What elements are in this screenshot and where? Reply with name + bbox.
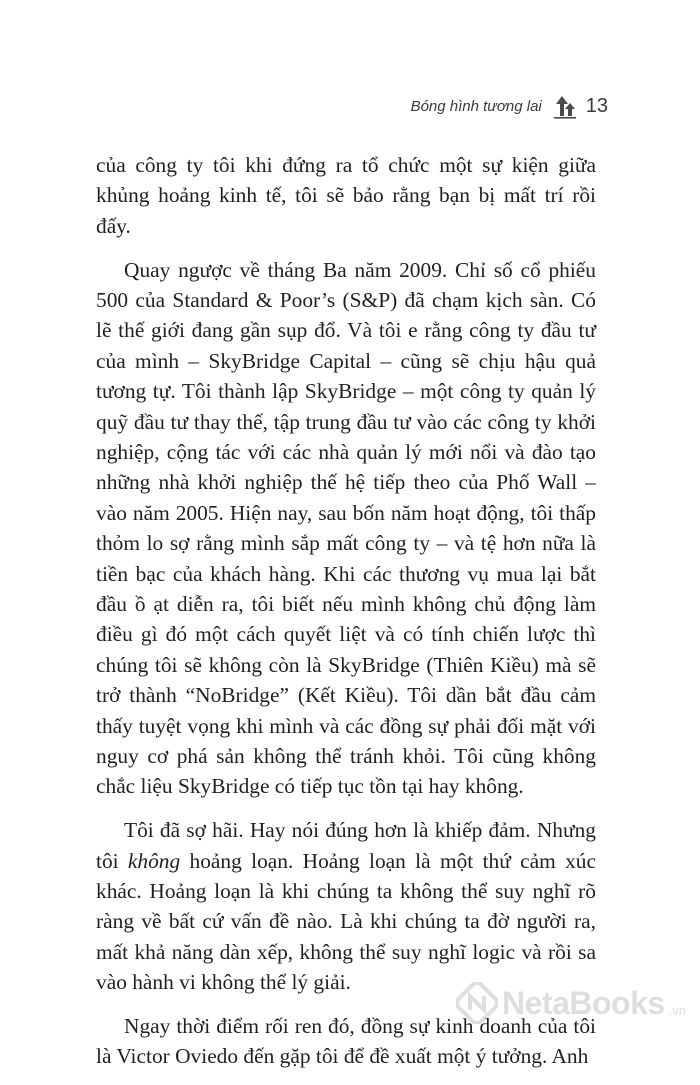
watermark xyxy=(456,982,686,1024)
paragraph-3-emphasis: không xyxy=(127,848,181,873)
paragraph-2-text: Quay ngược về tháng Ba năm 2009. Chỉ số cổ phiếu 500 của Standard & Poor’s (S&P) đã chạm kịch sàn. Có lẽ thế giới đang gần sụp đổ. Và tôi e rằng công ty đầu tư của mình – SkyBridge Capital – cũng sẽ chịu hậu quả tương tự. Tôi thành lập SkyBridge – một công ty quản lý quỹ đầu tư thay thế, tập trung đầu tư vào các công ty khởi nghiệp, cộng tác với các nhà quản lý mới nổi và đào tạo những nhà khởi nghiệp thế hệ tiếp theo của Phố Wall – vào năm 2005. Hiện nay, sau bốn năm hoạt động, tôi thấp thỏm lo sợ rằng mình sắp mất công ty – và tệ hơn nữa là tiền bạc của khách hàng. Khi các thương vụ mua lại bắt đầu ồ ạt diễn ra, tôi biết nếu mình không chủ động làm điều gì đó một cách quyết liệt và có tính chiến lược thì chúng tôi sẽ không còn là SkyBridge (Thiên Kiều) mà sẽ trở thành “NoBridge” (Kết Kiều). Tôi dần bắt đầu cảm thấy tuyệt vọng khi mình và các đồng sự phải đối mặt với nguy cơ phá sản không thể tránh khỏi. Tôi cũng không chắc liệu SkyBridge có tiếp tục tồn tại hay không. xyxy=(96,257,596,799)
paragraph-4-text: Ngay thời điểm rối ren đó, đồng sự kinh doanh của tôi là Victor Oviedo đến gặp tôi để đề xuất một ý tưởng. Anh xyxy=(96,1013,596,1069)
paragraph-1-text: của công ty tôi khi đứng ra tổ chức một sự kiện giữa khủng hoảng kinh tế, tôi sẽ bảo rằng bạn bị mất trí rồi đấy. xyxy=(96,153,596,238)
paragraph-3-text-b: hoảng loạn. Hoảng loạn là một thứ cảm xúc khác. Hoảng loạn là khi chúng ta không thể suy nghĩ rõ ràng về bất cứ vấn đề nào. Là khi chúng ta đờ người ra, mất khả năng dàn xếp, không thể suy nghĩ logic và rồi sa vào hành vi không thể lý giải. xyxy=(96,848,596,995)
watermark-suffix: .vn xyxy=(668,1003,686,1018)
page-number: 13 xyxy=(585,94,608,117)
watermark-text: NetaBooks xyxy=(502,984,665,1021)
running-title: Bóng hình tương lai xyxy=(410,97,542,115)
running-header xyxy=(411,92,608,120)
body-text xyxy=(96,150,596,1085)
paragraph-3-text-a: Tôi đã sợ hãi. Hay nói đúng hơn là khiếp đảm. Nhưng tôi xyxy=(96,818,596,873)
paragraph-2 xyxy=(96,255,596,802)
up-arrow-logo-icon xyxy=(550,92,578,120)
netabooks-logo-icon xyxy=(456,982,498,1024)
paragraph-1 xyxy=(96,150,596,241)
paragraph-3 xyxy=(96,815,596,997)
